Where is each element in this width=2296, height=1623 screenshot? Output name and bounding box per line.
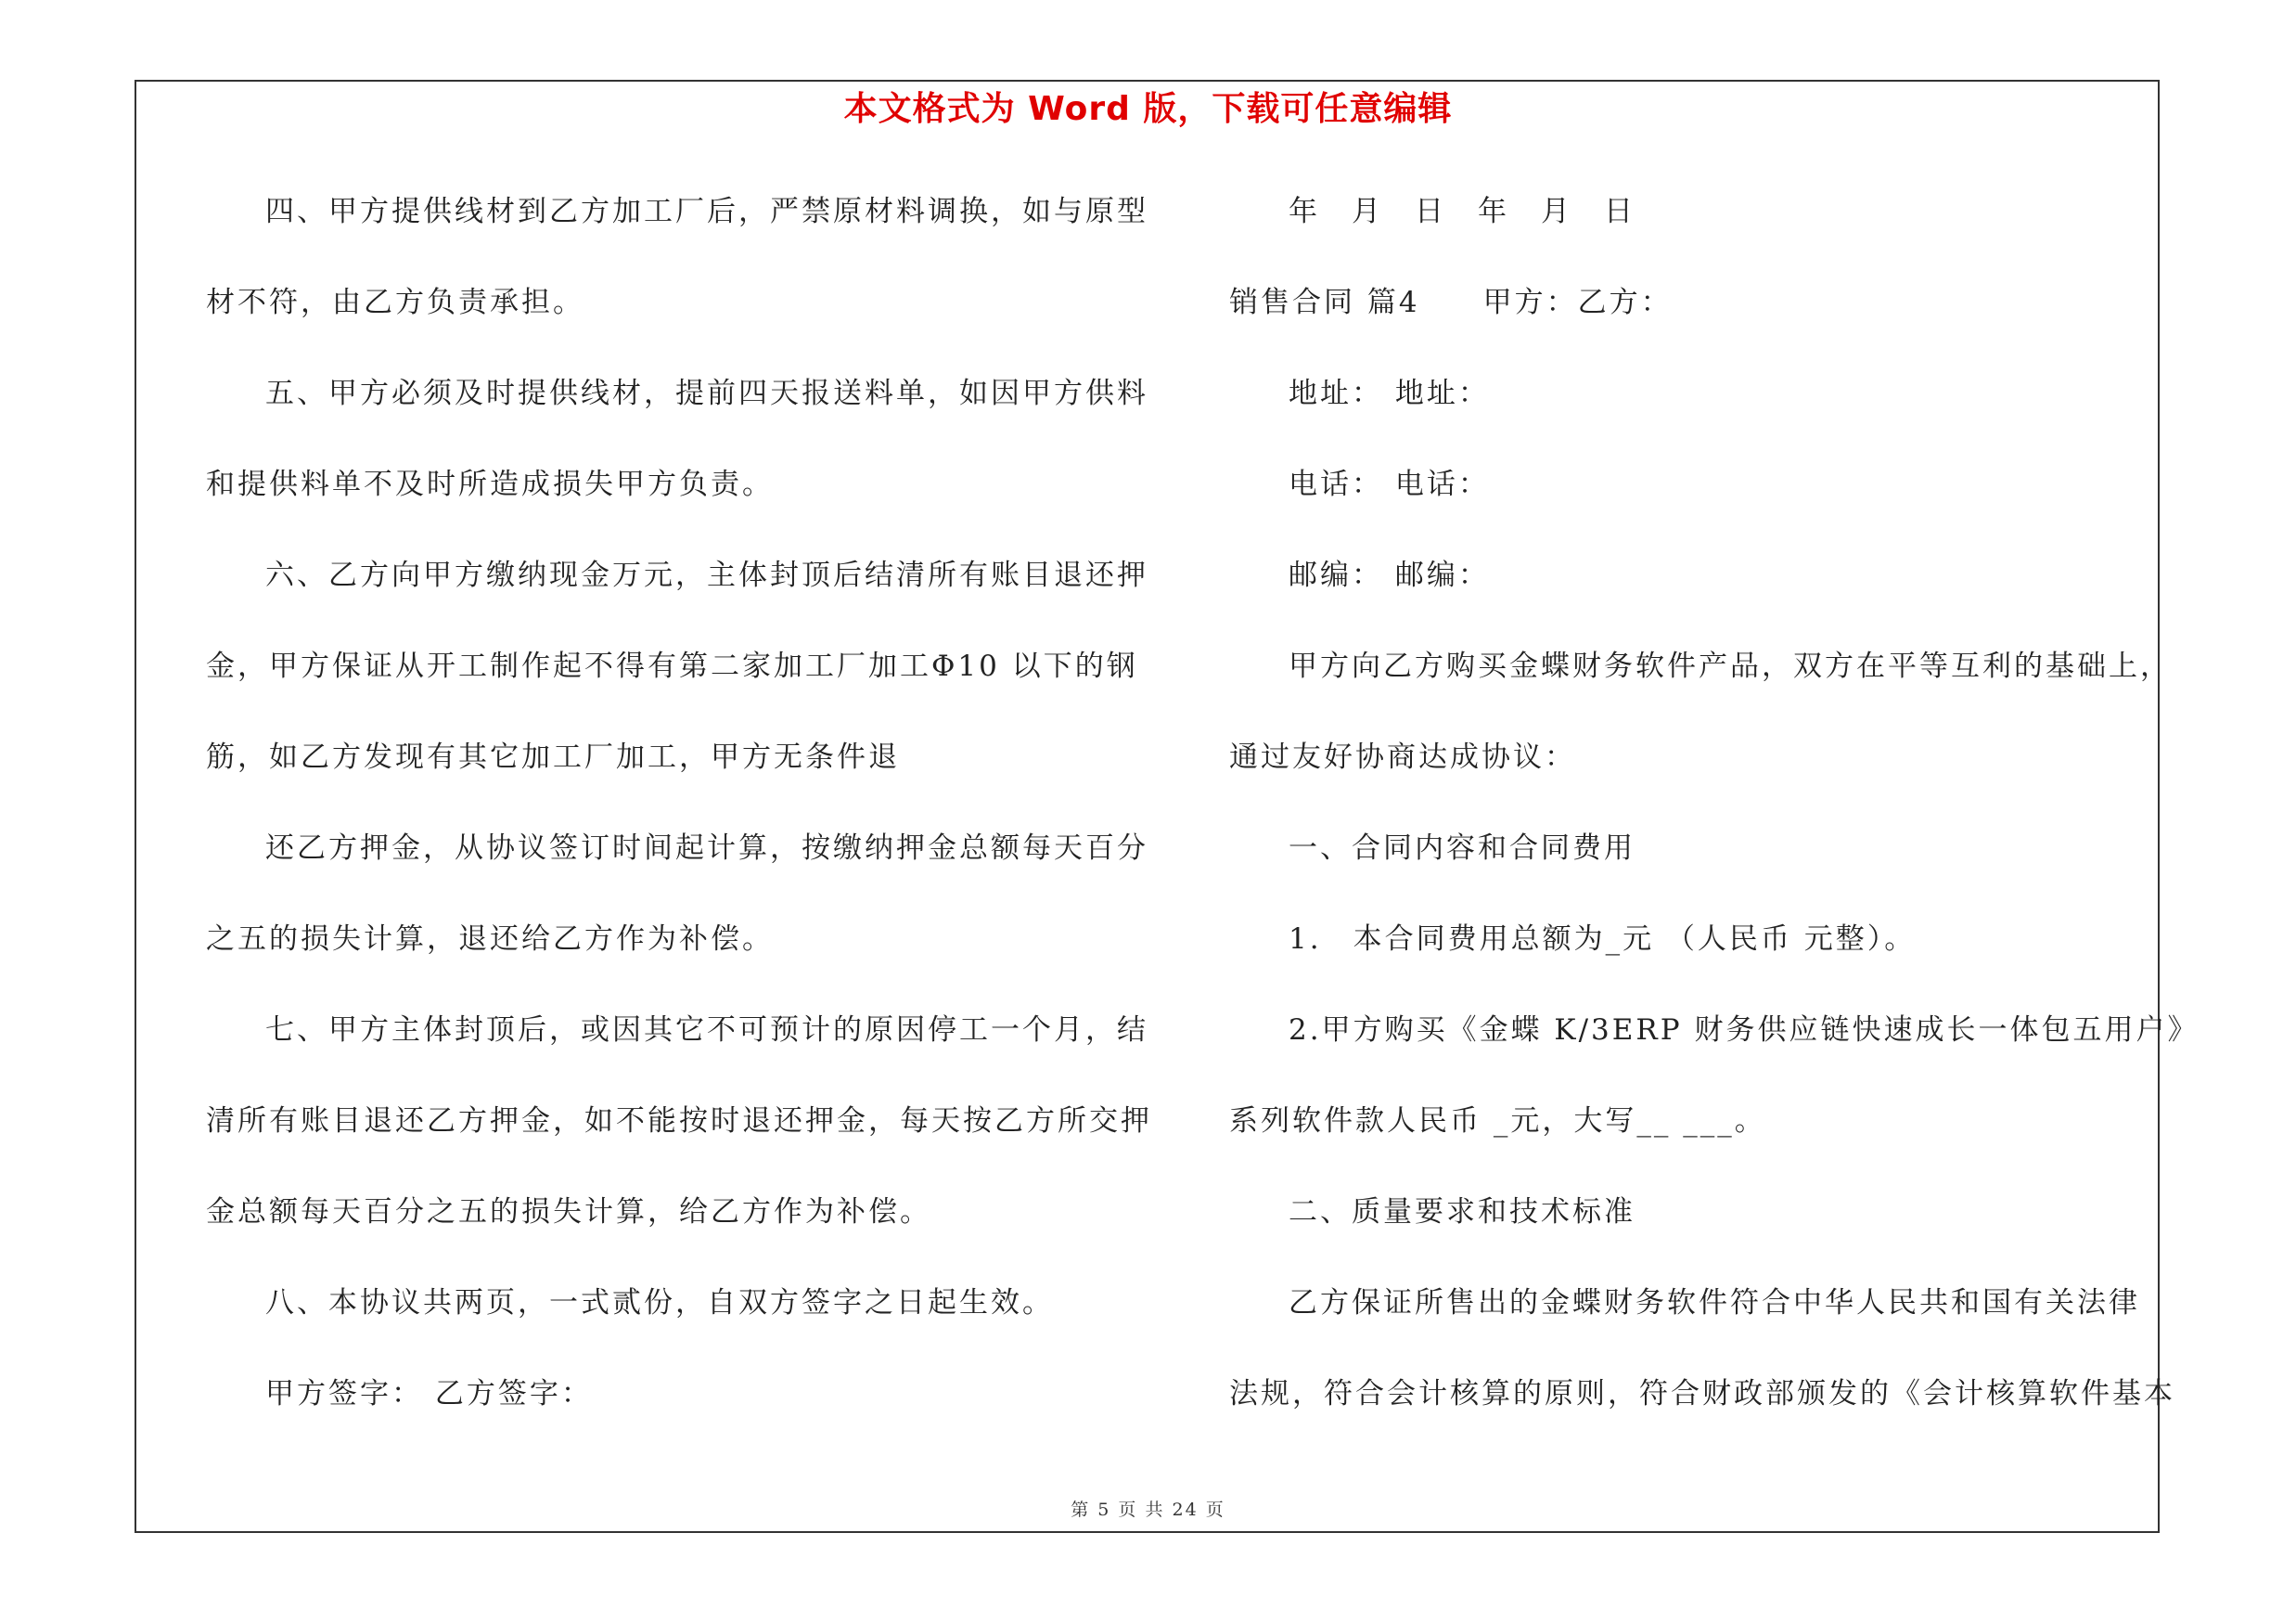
right-text-line: 通过友好协商达成协议： (1229, 741, 1576, 774)
right-text-line: 邮编： 邮编： (1289, 559, 1490, 592)
page-number-footer: 第 5 页 共 24 页 (1071, 1500, 1225, 1520)
left-text-line: 材不符，由乙方负责承担。 (206, 286, 584, 319)
format-notice-banner: 本文格式为 Word 版，下载可任意编辑 (843, 90, 1453, 128)
left-text-line: 金，甲方保证从开工制作起不得有第二家加工厂加工Φ10 以下的钢 (206, 650, 1138, 683)
right-text-line: 销售合同 篇4 甲方：乙方： (1229, 286, 1673, 319)
left-text-line: 五、甲方必须及时提供线材，提前四天报送料单，如因甲方供料 (265, 377, 1148, 410)
right-text-line: 法规，符合会计核算的原则，符合财政部颁发的《会计核算软件基本 (1229, 1377, 2175, 1410)
right-text-line: 甲方向乙方购买金蝶财务软件产品，双方在平等互利的基础上， (1289, 650, 2172, 683)
left-column (206, 189, 1152, 1462)
right-column (1229, 189, 2200, 1462)
left-text-line: 清所有账目退还乙方押金，如不能按时退还押金，每天按乙方所交押 (206, 1104, 1152, 1138)
right-text-line: 乙方保证所售出的金蝶财务软件符合中华人民共和国有关法律 (1289, 1286, 2140, 1320)
right-text-line: 一、合同内容和合同费用 (1289, 831, 1635, 865)
right-text-line: 1. 本合同费用总额为_元 （人民币 元整）。 (1289, 922, 1917, 956)
right-text-line: 系列软件款人民币 _元，大写__ ___。 (1229, 1104, 1766, 1138)
left-text-line: 四、甲方提供线材到乙方加工厂后，严禁原材料调换，如与原型 (265, 195, 1148, 228)
right-text-line: 年 月 日 年 月 日 (1289, 195, 1635, 228)
right-text-line: 2.甲方购买《金蝶 K/3ERP 财务供应链快速成长一体包五用户》 (1289, 1013, 2200, 1047)
left-text-line: 筋，如乙方发现有其它加工厂加工，甲方无条件退 (206, 741, 900, 774)
left-text-line: 八、本协议共两页，一式贰份，自双方签字之日起生效。 (265, 1286, 1054, 1320)
right-text-line: 地址： 地址： (1289, 377, 1490, 410)
right-text-line: 二、质量要求和技术标准 (1289, 1195, 1635, 1229)
left-text-line: 六、乙方向甲方缴纳现金万元，主体封顶后结清所有账目退还押 (265, 559, 1148, 592)
left-text-line: 还乙方押金，从协议签订时间起计算，按缴纳押金总额每天百分 (265, 831, 1148, 865)
left-text-line: 和提供料单不及时所造成损失甲方负责。 (206, 468, 774, 501)
left-text-line: 七、甲方主体封顶后，或因其它不可预计的原因停工一个月，结 (265, 1013, 1148, 1047)
left-text-line: 甲方签字： 乙方签字： (265, 1377, 593, 1410)
left-text-line: 金总额每天百分之五的损失计算，给乙方作为补偿。 (206, 1195, 931, 1229)
left-text-line: 之五的损失计算，退还给乙方作为补偿。 (206, 922, 774, 956)
right-text-line: 电话： 电话： (1289, 468, 1490, 501)
